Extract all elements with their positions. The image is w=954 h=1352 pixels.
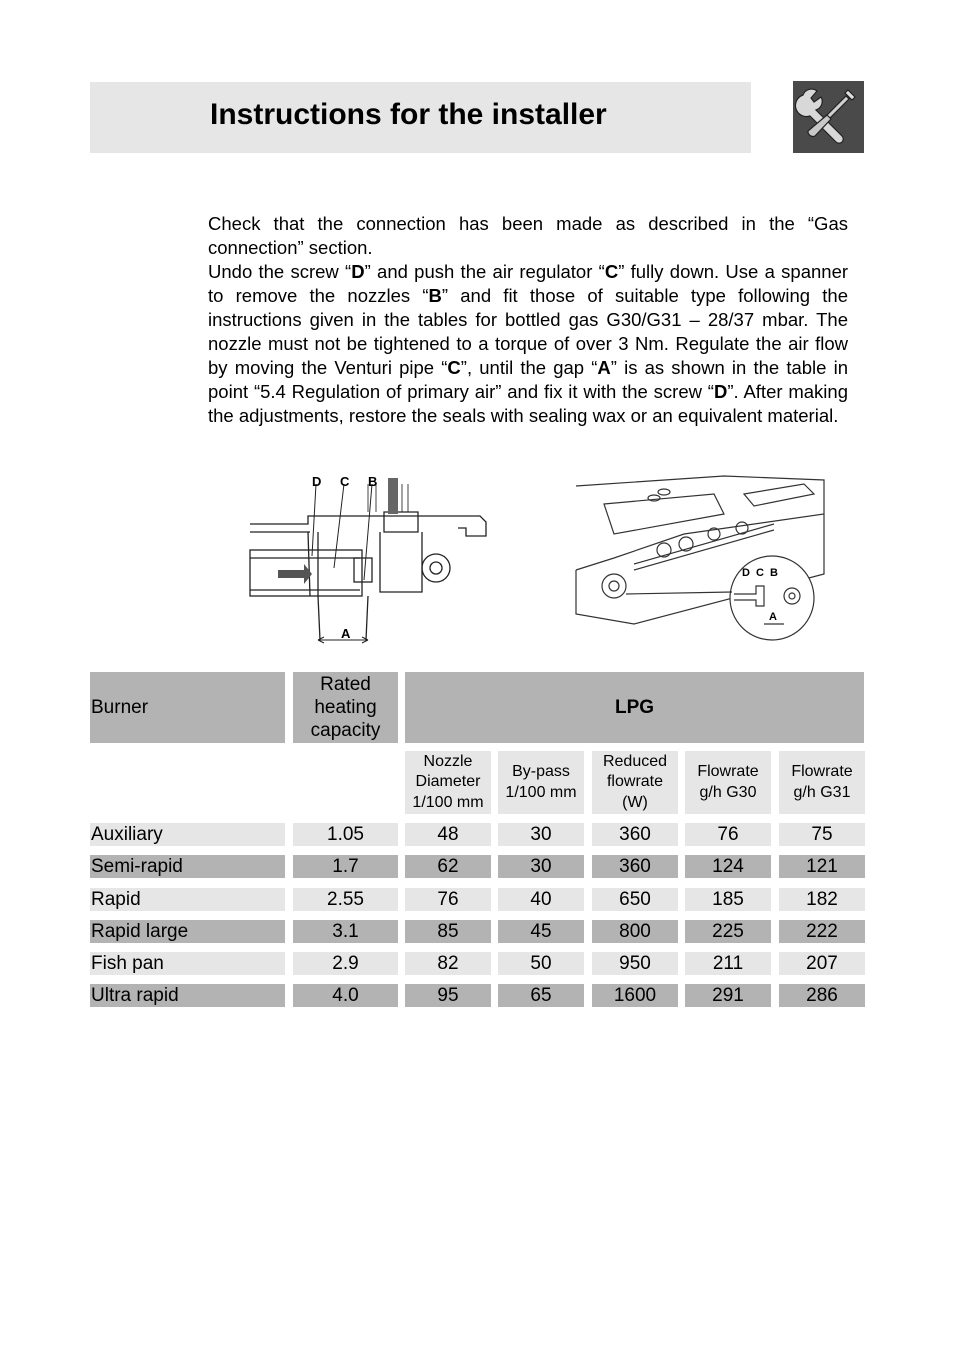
header-bar (90, 82, 751, 153)
table-cell: 2.55 (293, 888, 398, 911)
burner-name: Fish pan (90, 952, 285, 975)
table-cell: 211 (685, 952, 771, 975)
text-segment: ” and push the air regulator “ (364, 261, 605, 282)
label-d: D (312, 474, 322, 489)
hob-underside-diagram (574, 474, 826, 642)
table-cell: 1.7 (293, 855, 398, 878)
table-cell: 40 (498, 888, 584, 911)
burner-name: Auxiliary (90, 823, 285, 846)
table-cell: 800 (592, 920, 678, 943)
table-cell: 62 (405, 855, 491, 878)
table-cell: 75 (779, 823, 865, 846)
label-b: B (368, 474, 378, 489)
paragraph-check: Check that the connection has been made as described in the “Gas connection” section. (208, 213, 848, 258)
table-cell: 45 (498, 920, 584, 943)
table-cell: 48 (405, 823, 491, 846)
bold-reference-letter: D (713, 381, 728, 402)
text-segment: ” and fit those of suitable type following the instructions given in the tables for bottled gas G30/G31 – 28/37 mbar. The nozzle must not be tightened to a torque of over 3 Nm. Regulate the air flow by moving the Venturi pipe “ (208, 285, 848, 378)
bold-reference-letter: C (447, 357, 461, 378)
burner-name: Rapid (90, 888, 285, 911)
table-cell: 121 (779, 855, 865, 878)
table-cell: 225 (685, 920, 771, 943)
table-cell: 30 (498, 855, 584, 878)
table-cell: 76 (685, 823, 771, 846)
table-cell: 222 (779, 920, 865, 943)
subheader-2: By-pass 1/100 mm (498, 751, 584, 814)
bold-reference-letter: D (351, 261, 365, 282)
burner-name: Ultra rapid (90, 984, 285, 1007)
detail-label-d: D (742, 567, 750, 579)
table-cell: 95 (405, 984, 491, 1007)
table-cell: 185 (685, 888, 771, 911)
text-segment: ”. After making the adjustments, restore the seals with sealing wax or an equivalent material. (208, 381, 848, 426)
bold-reference-letter: C (604, 261, 619, 282)
table-cell: 1600 (592, 984, 678, 1007)
bold-reference-letter: B (428, 285, 442, 306)
label-a: A (341, 626, 351, 641)
label-c: C (340, 474, 350, 489)
subheader-3: Reduced flowrate (W) (592, 751, 678, 814)
table-cell: 1.05 (293, 823, 398, 846)
header-lpg: LPG (405, 672, 864, 743)
subheader-4: Flowrate g/h G30 (685, 751, 771, 814)
table-cell: 4.0 (293, 984, 398, 1007)
table-cell: 3.1 (293, 920, 398, 943)
instruction-text (208, 212, 848, 428)
table-cell: 76 (405, 888, 491, 911)
detail-label-b: B (770, 567, 778, 579)
header-rated-capacity: Rated heating capacity (293, 672, 398, 743)
burner-name: Rapid large (90, 920, 285, 943)
table-cell: 360 (592, 823, 678, 846)
detail-label-c: C (756, 567, 764, 579)
table-cell: 950 (592, 952, 678, 975)
table-cell: 2.9 (293, 952, 398, 975)
table-cell: 85 (405, 920, 491, 943)
subheader-5: Flowrate g/h G31 (779, 751, 865, 814)
paragraph-undo (208, 260, 848, 428)
table-cell: 182 (779, 888, 865, 911)
text-segment: ” fully down. Use a spanner to remove the nozzles “ (208, 261, 849, 306)
burner-name: Semi-rapid (90, 855, 285, 878)
bold-reference-letter: A (597, 357, 611, 378)
text-segment: ” is as shown in the table in point “5.4 Regulation of primary air” and fix it with the screw “ (208, 357, 849, 402)
header-burner: Burner (90, 672, 285, 743)
table-cell: 291 (685, 984, 771, 1007)
table-cell: 30 (498, 823, 584, 846)
burner-section-diagram (248, 472, 498, 648)
table-cell: 650 (592, 888, 678, 911)
text-segment: Undo the screw “ (208, 261, 352, 282)
table-cell: 360 (592, 855, 678, 878)
detail-label-a: A (769, 611, 777, 623)
subheader-1: Nozzle Diameter 1/100 mm (405, 751, 491, 814)
tools-icon (793, 81, 864, 153)
page-title: Instructions for the installer (210, 98, 607, 131)
table-cell: 286 (779, 984, 865, 1007)
table-cell: 207 (779, 952, 865, 975)
table-cell: 124 (685, 855, 771, 878)
table-cell: 82 (405, 952, 491, 975)
text-segment: ”, until the gap “ (460, 357, 598, 378)
table-cell: 50 (498, 952, 584, 975)
table-cell: 65 (498, 984, 584, 1007)
